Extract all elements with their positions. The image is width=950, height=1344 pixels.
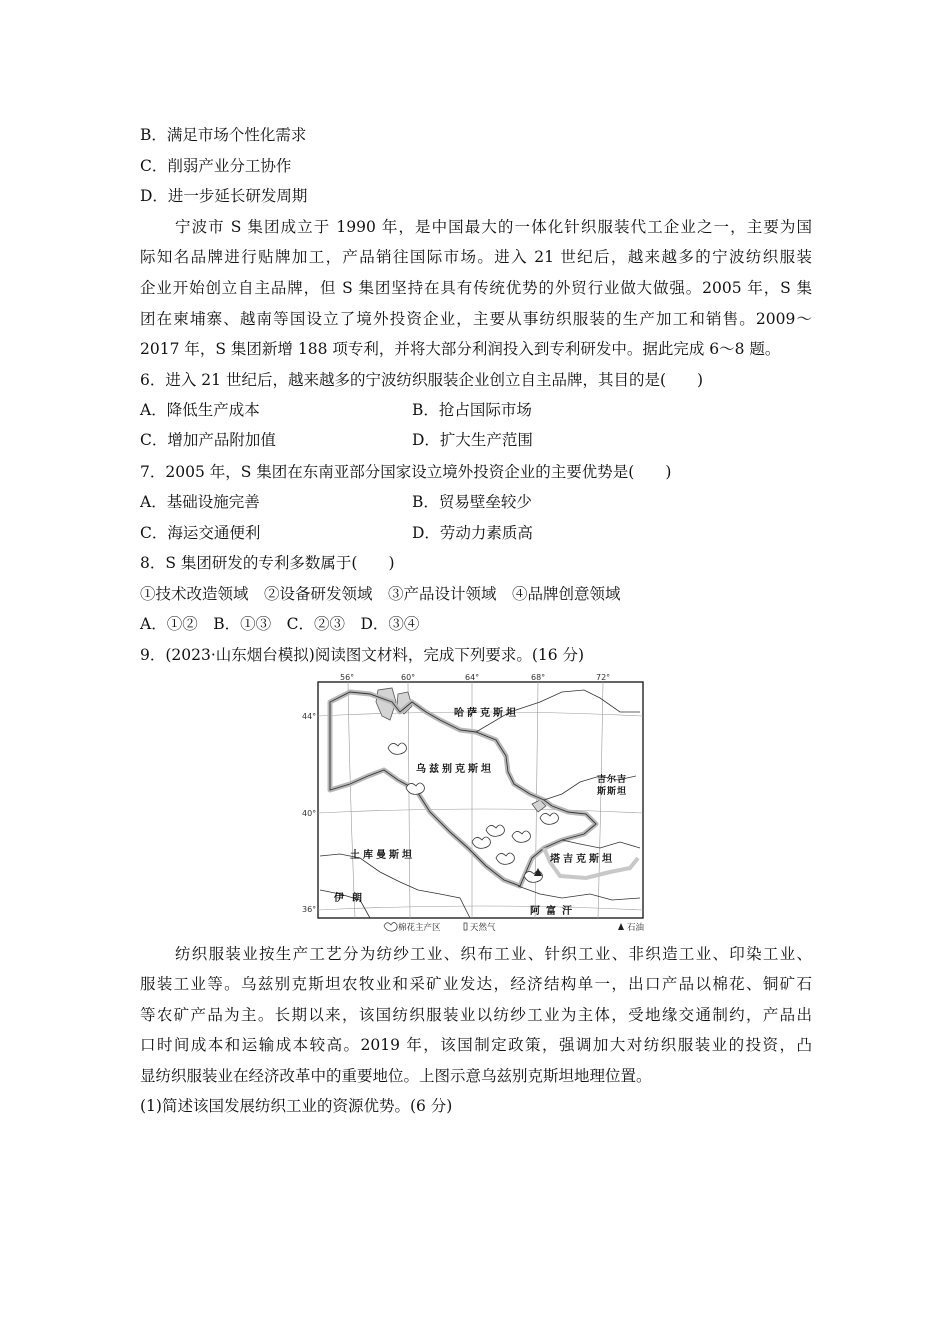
q7-option-b: B．贸易壁垒较少 (412, 493, 532, 511)
passage2-line2: 服装工业等。乌兹别克斯坦农牧业和采矿业发达，经济结构单一，出口产品以棉花、铜矿石 (140, 975, 812, 993)
lat-36: 36° (302, 905, 317, 914)
q6-stem: 6．进入 21 世纪后，越来越多的宁波纺织服装企业创立自主品牌，其目的是( ) (140, 371, 704, 389)
legend-gas-icon (464, 923, 467, 930)
passage2-line3: 等农矿产品为主。长期以来，该国纺织服装业以纺纱工业为主体，受地缘交通制约，产品出 (140, 1006, 812, 1024)
q7-option-d: D．劳动力素质高 (412, 524, 533, 542)
lon-56: 56° (340, 673, 355, 682)
legend-cotton: 棉花主产区 (398, 923, 441, 933)
label-turkmenistan: 土库曼斯坦 (350, 850, 415, 861)
option-b-prev: B．满足市场个性化需求 (140, 126, 307, 144)
q9-1-stem: (1)简述该国发展纺织工业的资源优势。(6 分) (140, 1097, 453, 1115)
passage1-line4: 团在柬埔寨、越南等国设立了境外投资企业，主要从事纺织服装的生产加工和销售。2009～ (140, 310, 812, 328)
passage2-line1: 纺织服装业按生产工艺分为纺纱工业、织布工业、针织工业、非织造工业、印染工业、 (175, 945, 812, 963)
lat-40: 40° (302, 809, 317, 818)
legend-gas: 天然气 (470, 923, 496, 933)
map-svg (300, 672, 650, 934)
label-tajikistan: 塔吉克斯坦 (550, 854, 615, 865)
lon-60: 60° (401, 673, 416, 682)
q6-option-b: B．抢占国际市场 (412, 401, 532, 419)
label-kazakhstan: 哈萨克斯坦 (454, 708, 519, 719)
q9-stem: 9．(2023·山东烟台模拟)阅读图文材料，完成下列要求。(16 分) (140, 646, 585, 664)
q7-option-a: A．基础设施完善 (140, 493, 260, 511)
passage2-line4: 口时间成本和运输成本较高。2019 年，该国制定政策，强调加大对纺织服装业的投资，凸 (140, 1036, 812, 1054)
uzbekistan-map (300, 672, 650, 934)
label-kyrgyzstan-1: 吉尔吉 (597, 775, 628, 785)
q7-option-c: C．海运交通便利 (140, 524, 261, 542)
legend-oil-icon (618, 923, 624, 930)
lat-44: 44° (302, 712, 317, 721)
passage1-line2: 际知名品牌进行贴牌加工，产品销往国际市场。进入 21 世纪后，越来越多的宁波纺织服装 (140, 248, 812, 266)
q7-stem: 7．2005 年，S 集团在东南亚部分国家设立境外投资企业的主要优势是( ) (140, 463, 672, 481)
option-d-prev: D．进一步延长研发周期 (140, 187, 308, 205)
label-afghanistan: 阿富汗 (530, 906, 578, 917)
label-iran: 伊朗 (334, 893, 370, 904)
q6-option-c: C．增加产品附加值 (140, 431, 276, 449)
passage1-line3: 企业开始创立自主品牌，但 S 集团坚持在具有传统优势的外贸行业做大做强。2005 年，S 集 (140, 279, 812, 297)
q6-option-d: D．扩大生产范围 (412, 431, 533, 449)
q8-items: ①技术改造领域 ②设备研发领域 ③产品设计领域 ④品牌创意领域 (140, 585, 621, 603)
q8-stem: 8．S 集团研发的专利多数属于( ) (140, 554, 395, 572)
label-kyrgyzstan-2: 斯斯坦 (597, 787, 628, 797)
q6-option-a: A．降低生产成本 (140, 401, 260, 419)
lon-68: 68° (531, 673, 546, 682)
lon-64: 64° (465, 673, 480, 682)
q8-options: A．①② B．①③ C．②③ D．③④ (140, 615, 420, 633)
label-uzbekistan: 乌兹别克斯坦 (416, 764, 494, 775)
option-c-prev: C．削弱产业分工协作 (140, 157, 292, 175)
legend-oil: 石油 (627, 923, 645, 933)
map-legend (384, 922, 645, 933)
lon-72: 72° (596, 673, 611, 682)
legend-cotton-icon (384, 923, 397, 932)
passage1-line1: 宁波市 S 集团成立于 1990 年，是中国最大的一体化针织服装代工企业之一，主要为国 (175, 218, 812, 236)
passage2-line5: 显纺织服装业在经济改革中的重要地位。上图示意乌兹别克斯坦地理位置。 (140, 1067, 652, 1085)
passage1-line5: 2017 年，S 集团新增 188 项专利，并将大部分利润投入到专利研发中。据此完成 6～8 题。 (140, 340, 781, 358)
